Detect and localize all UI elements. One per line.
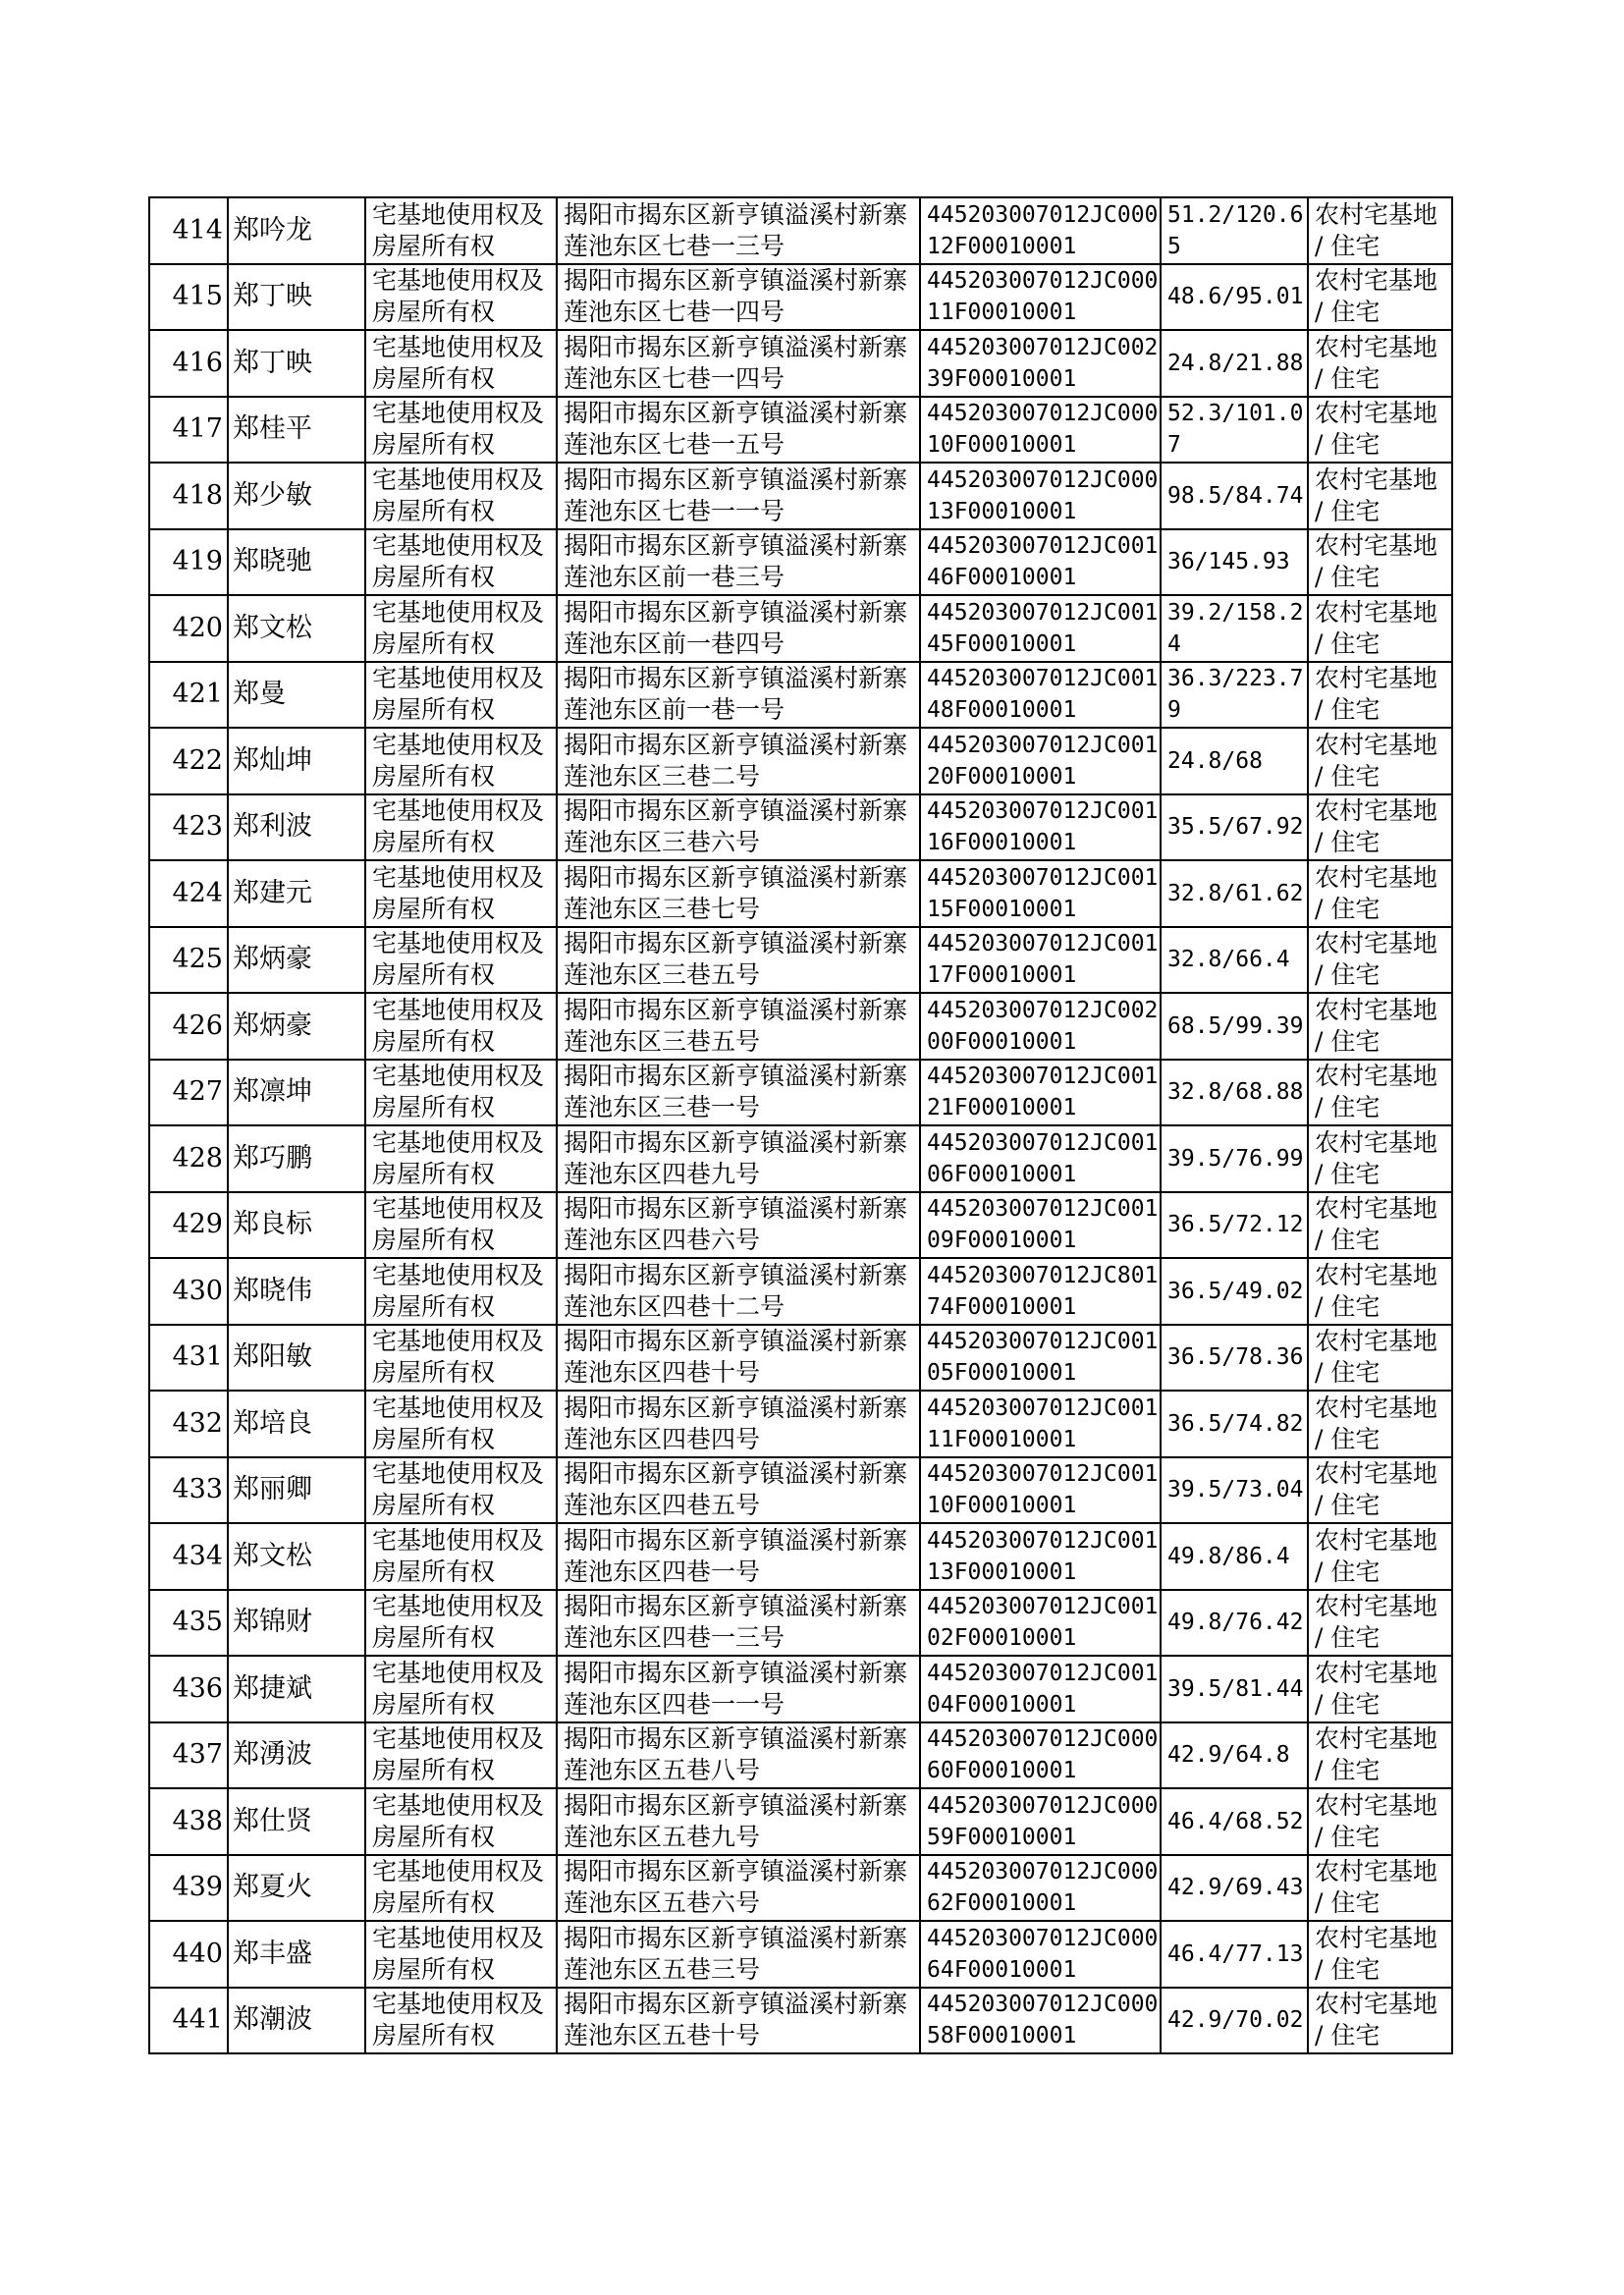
location-cell: 揭阳市揭东区新亨镇溢溪村新寨莲池东区三巷五号 [557,927,920,994]
right-type-cell: 宅基地使用权及房屋所有权 [365,1457,557,1524]
unit-code-cell: 445203007012JC00145F00010001 [920,595,1161,662]
unit-code-cell: 445203007012JC00121F00010001 [920,1060,1161,1126]
unit-code-cell: 445203007012JC00106F00010001 [920,1125,1161,1192]
owner-name-cell: 郑捷斌 [228,1656,365,1722]
table-row [149,662,1452,729]
usage-cell: 农村宅基地 / 住宅 [1308,1788,1452,1855]
usage-cell: 农村宅基地 / 住宅 [1308,197,1452,264]
area-cell: 24.8/21.88 [1161,330,1308,397]
table-row [149,1590,1452,1657]
area-cell: 42.9/69.43 [1161,1855,1308,1922]
usage-cell: 农村宅基地 / 住宅 [1308,1060,1452,1126]
owner-name-cell: 郑夏火 [228,1855,365,1922]
area-cell: 32.8/61.62 [1161,860,1308,927]
location-cell: 揭阳市揭东区新亨镇溢溪村新寨莲池东区四巷五号 [557,1457,920,1524]
area-cell: 49.8/76.42 [1161,1590,1308,1657]
usage-cell: 农村宅基地 / 住宅 [1308,1722,1452,1789]
location-cell: 揭阳市揭东区新亨镇溢溪村新寨莲池东区四巷一三号 [557,1590,920,1657]
right-type-cell: 宅基地使用权及房屋所有权 [365,794,557,861]
table-row [149,1722,1452,1789]
table-row [149,1060,1452,1126]
row-number-cell: 415 [149,264,228,331]
area-cell: 46.4/68.52 [1161,1788,1308,1855]
unit-code-cell: 445203007012JC00111F00010001 [920,1391,1161,1457]
area-cell: 39.5/73.04 [1161,1457,1308,1524]
owner-name-cell: 郑丽卿 [228,1457,365,1524]
location-cell: 揭阳市揭东区新亨镇溢溪村新寨莲池东区前一巷四号 [557,595,920,662]
area-cell: 24.8/68 [1161,728,1308,794]
row-number-cell: 426 [149,993,228,1060]
right-type-cell: 宅基地使用权及房屋所有权 [365,1855,557,1922]
unit-code-cell: 445203007012JC00200F00010001 [920,993,1161,1060]
usage-cell: 农村宅基地 / 住宅 [1308,1192,1452,1259]
row-number-cell: 436 [149,1656,228,1722]
owner-name-cell: 郑灿坤 [228,728,365,794]
right-type-cell: 宅基地使用权及房屋所有权 [365,330,557,397]
right-type-cell: 宅基地使用权及房屋所有权 [365,662,557,729]
unit-code-cell: 445203007012JC00060F00010001 [920,1722,1161,1789]
table-row [149,1192,1452,1259]
unit-code-cell: 445203007012JC00059F00010001 [920,1788,1161,1855]
row-number-cell: 441 [149,1988,228,2054]
usage-cell: 农村宅基地 / 住宅 [1308,1656,1452,1722]
usage-cell: 农村宅基地 / 住宅 [1308,1457,1452,1524]
location-cell: 揭阳市揭东区新亨镇溢溪村新寨莲池东区四巷六号 [557,1192,920,1259]
usage-cell: 农村宅基地 / 住宅 [1308,463,1452,529]
row-number-cell: 433 [149,1457,228,1524]
owner-name-cell: 郑建元 [228,860,365,927]
row-number-cell: 437 [149,1722,228,1789]
area-cell: 39.5/81.44 [1161,1656,1308,1722]
usage-cell: 农村宅基地 / 住宅 [1308,397,1452,464]
area-cell: 42.9/64.8 [1161,1722,1308,1789]
unit-code-cell: 445203007012JC00012F00010001 [920,197,1161,264]
table-row [149,993,1452,1060]
owner-name-cell: 郑丰盛 [228,1921,365,1988]
right-type-cell: 宅基地使用权及房屋所有权 [365,463,557,529]
table-row [149,1788,1452,1855]
location-cell: 揭阳市揭东区新亨镇溢溪村新寨莲池东区五巷十号 [557,1988,920,2054]
location-cell: 揭阳市揭东区新亨镇溢溪村新寨莲池东区四巷十号 [557,1325,920,1392]
table-row [149,463,1452,529]
owner-name-cell: 郑湧波 [228,1722,365,1789]
usage-cell: 农村宅基地 / 住宅 [1308,1391,1452,1457]
table-row [149,1656,1452,1722]
location-cell: 揭阳市揭东区新亨镇溢溪村新寨莲池东区前一巷三号 [557,529,920,596]
location-cell: 揭阳市揭东区新亨镇溢溪村新寨莲池东区七巷一四号 [557,264,920,331]
right-type-cell: 宅基地使用权及房屋所有权 [365,1391,557,1457]
table-row [149,794,1452,861]
table-row [149,529,1452,596]
location-cell: 揭阳市揭东区新亨镇溢溪村新寨莲池东区四巷一号 [557,1523,920,1590]
row-number-cell: 418 [149,463,228,529]
location-cell: 揭阳市揭东区新亨镇溢溪村新寨莲池东区四巷九号 [557,1125,920,1192]
area-cell: 68.5/99.39 [1161,993,1308,1060]
location-cell: 揭阳市揭东区新亨镇溢溪村新寨莲池东区三巷六号 [557,794,920,861]
row-number-cell: 414 [149,197,228,264]
location-cell: 揭阳市揭东区新亨镇溢溪村新寨莲池东区七巷一五号 [557,397,920,464]
right-type-cell: 宅基地使用权及房屋所有权 [365,728,557,794]
unit-code-cell: 445203007012JC00146F00010001 [920,529,1161,596]
area-cell: 42.9/70.02 [1161,1988,1308,2054]
row-number-cell: 425 [149,927,228,994]
owner-name-cell: 郑曼 [228,662,365,729]
usage-cell: 农村宅基地 / 住宅 [1308,993,1452,1060]
right-type-cell: 宅基地使用权及房屋所有权 [365,197,557,264]
area-cell: 51.2/120.65 [1161,197,1308,264]
row-number-cell: 439 [149,1855,228,1922]
owner-name-cell: 郑锦财 [228,1590,365,1657]
area-cell: 35.5/67.92 [1161,794,1308,861]
unit-code-cell: 445203007012JC00113F00010001 [920,1523,1161,1590]
owner-name-cell: 郑巧鹏 [228,1125,365,1192]
area-cell: 36.5/78.36 [1161,1325,1308,1392]
location-cell: 揭阳市揭东区新亨镇溢溪村新寨莲池东区三巷一号 [557,1060,920,1126]
owner-name-cell: 郑丁映 [228,264,365,331]
right-type-cell: 宅基地使用权及房屋所有权 [365,529,557,596]
table-row [149,1921,1452,1988]
usage-cell: 农村宅基地 / 住宅 [1308,264,1452,331]
location-cell: 揭阳市揭东区新亨镇溢溪村新寨莲池东区四巷一一号 [557,1656,920,1722]
owner-name-cell: 郑利波 [228,794,365,861]
right-type-cell: 宅基地使用权及房屋所有权 [365,264,557,331]
table-row [149,595,1452,662]
unit-code-cell: 445203007012JC80174F00010001 [920,1258,1161,1325]
owner-name-cell: 郑桂平 [228,397,365,464]
unit-code-cell: 445203007012JC00105F00010001 [920,1325,1161,1392]
row-number-cell: 422 [149,728,228,794]
area-cell: 36.3/223.79 [1161,662,1308,729]
table-row [149,1855,1452,1922]
owner-name-cell: 郑吟龙 [228,197,365,264]
unit-code-cell: 445203007012JC00011F00010001 [920,264,1161,331]
right-type-cell: 宅基地使用权及房屋所有权 [365,993,557,1060]
location-cell: 揭阳市揭东区新亨镇溢溪村新寨莲池东区五巷六号 [557,1855,920,1922]
right-type-cell: 宅基地使用权及房屋所有权 [365,1258,557,1325]
right-type-cell: 宅基地使用权及房屋所有权 [365,1060,557,1126]
owner-name-cell: 郑文松 [228,595,365,662]
owner-name-cell: 郑凛坤 [228,1060,365,1126]
location-cell: 揭阳市揭东区新亨镇溢溪村新寨莲池东区三巷五号 [557,993,920,1060]
right-type-cell: 宅基地使用权及房屋所有权 [365,927,557,994]
usage-cell: 农村宅基地 / 住宅 [1308,1258,1452,1325]
unit-code-cell: 445203007012JC00110F00010001 [920,1457,1161,1524]
unit-code-cell: 445203007012JC00115F00010001 [920,860,1161,927]
owner-name-cell: 郑炳豪 [228,993,365,1060]
row-number-cell: 435 [149,1590,228,1657]
registry-table-body [149,197,1452,2053]
location-cell: 揭阳市揭东区新亨镇溢溪村新寨莲池东区四巷十二号 [557,1258,920,1325]
usage-cell: 农村宅基地 / 住宅 [1308,1590,1452,1657]
area-cell: 36.5/72.12 [1161,1192,1308,1259]
right-type-cell: 宅基地使用权及房屋所有权 [365,595,557,662]
row-number-cell: 440 [149,1921,228,1988]
location-cell: 揭阳市揭东区新亨镇溢溪村新寨莲池东区四巷四号 [557,1391,920,1457]
row-number-cell: 438 [149,1788,228,1855]
area-cell: 39.5/76.99 [1161,1125,1308,1192]
right-type-cell: 宅基地使用权及房屋所有权 [365,1788,557,1855]
table-row [149,1258,1452,1325]
row-number-cell: 428 [149,1125,228,1192]
row-number-cell: 429 [149,1192,228,1259]
table-row [149,728,1452,794]
row-number-cell: 421 [149,662,228,729]
unit-code-cell: 445203007012JC00058F00010001 [920,1988,1161,2054]
right-type-cell: 宅基地使用权及房屋所有权 [365,1125,557,1192]
owner-name-cell: 郑良标 [228,1192,365,1259]
location-cell: 揭阳市揭东区新亨镇溢溪村新寨莲池东区七巷一三号 [557,197,920,264]
area-cell: 32.8/68.88 [1161,1060,1308,1126]
table-row [149,1391,1452,1457]
unit-code-cell: 445203007012JC00117F00010001 [920,927,1161,994]
usage-cell: 农村宅基地 / 住宅 [1308,860,1452,927]
area-cell: 98.5/84.74 [1161,463,1308,529]
area-cell: 39.2/158.24 [1161,595,1308,662]
area-cell: 36/145.93 [1161,529,1308,596]
owner-name-cell: 郑文松 [228,1523,365,1590]
table-row [149,1523,1452,1590]
table-row [149,397,1452,464]
unit-code-cell: 445203007012JC00102F00010001 [920,1590,1161,1657]
area-cell: 46.4/77.13 [1161,1921,1308,1988]
usage-cell: 农村宅基地 / 住宅 [1308,927,1452,994]
table-row [149,927,1452,994]
row-number-cell: 420 [149,595,228,662]
location-cell: 揭阳市揭东区新亨镇溢溪村新寨莲池东区七巷一四号 [557,330,920,397]
location-cell: 揭阳市揭东区新亨镇溢溪村新寨莲池东区三巷二号 [557,728,920,794]
right-type-cell: 宅基地使用权及房屋所有权 [365,1590,557,1657]
row-number-cell: 431 [149,1325,228,1392]
usage-cell: 农村宅基地 / 住宅 [1308,662,1452,729]
table-row [149,1988,1452,2054]
usage-cell: 农村宅基地 / 住宅 [1308,1921,1452,1988]
unit-code-cell: 445203007012JC00148F00010001 [920,662,1161,729]
row-number-cell: 430 [149,1258,228,1325]
owner-name-cell: 郑晓伟 [228,1258,365,1325]
area-cell: 52.3/101.07 [1161,397,1308,464]
usage-cell: 农村宅基地 / 住宅 [1308,330,1452,397]
right-type-cell: 宅基地使用权及房屋所有权 [365,1988,557,2054]
table-row [149,1457,1452,1524]
location-cell: 揭阳市揭东区新亨镇溢溪村新寨莲池东区三巷七号 [557,860,920,927]
location-cell: 揭阳市揭东区新亨镇溢溪村新寨莲池东区七巷一一号 [557,463,920,529]
usage-cell: 农村宅基地 / 住宅 [1308,1325,1452,1392]
row-number-cell: 427 [149,1060,228,1126]
unit-code-cell: 445203007012JC00104F00010001 [920,1656,1161,1722]
location-cell: 揭阳市揭东区新亨镇溢溪村新寨莲池东区五巷八号 [557,1722,920,1789]
location-cell: 揭阳市揭东区新亨镇溢溪村新寨莲池东区五巷三号 [557,1921,920,1988]
area-cell: 32.8/66.4 [1161,927,1308,994]
right-type-cell: 宅基地使用权及房屋所有权 [365,1722,557,1789]
usage-cell: 农村宅基地 / 住宅 [1308,1125,1452,1192]
area-cell: 36.5/74.82 [1161,1391,1308,1457]
unit-code-cell: 445203007012JC00064F00010001 [920,1921,1161,1988]
usage-cell: 农村宅基地 / 住宅 [1308,1523,1452,1590]
row-number-cell: 424 [149,860,228,927]
owner-name-cell: 郑炳豪 [228,927,365,994]
row-number-cell: 416 [149,330,228,397]
area-cell: 48.6/95.01 [1161,264,1308,331]
registry-table [148,196,1453,2054]
table-row [149,1125,1452,1192]
row-number-cell: 434 [149,1523,228,1590]
owner-name-cell: 郑培良 [228,1391,365,1457]
location-cell: 揭阳市揭东区新亨镇溢溪村新寨莲池东区前一巷一号 [557,662,920,729]
right-type-cell: 宅基地使用权及房屋所有权 [365,1325,557,1392]
location-cell: 揭阳市揭东区新亨镇溢溪村新寨莲池东区五巷九号 [557,1788,920,1855]
unit-code-cell: 445203007012JC00010F00010001 [920,397,1161,464]
right-type-cell: 宅基地使用权及房屋所有权 [365,860,557,927]
usage-cell: 农村宅基地 / 住宅 [1308,595,1452,662]
row-number-cell: 432 [149,1391,228,1457]
owner-name-cell: 郑仕贤 [228,1788,365,1855]
table-row [149,197,1452,264]
owner-name-cell: 郑阳敏 [228,1325,365,1392]
usage-cell: 农村宅基地 / 住宅 [1308,529,1452,596]
table-row [149,264,1452,331]
right-type-cell: 宅基地使用权及房屋所有权 [365,1523,557,1590]
row-number-cell: 417 [149,397,228,464]
row-number-cell: 419 [149,529,228,596]
owner-name-cell: 郑丁映 [228,330,365,397]
area-cell: 49.8/86.4 [1161,1523,1308,1590]
unit-code-cell: 445203007012JC00239F00010001 [920,330,1161,397]
unit-code-cell: 445203007012JC00116F00010001 [920,794,1161,861]
right-type-cell: 宅基地使用权及房屋所有权 [365,397,557,464]
right-type-cell: 宅基地使用权及房屋所有权 [365,1192,557,1259]
table-row [149,1325,1452,1392]
unit-code-cell: 445203007012JC00109F00010001 [920,1192,1161,1259]
table-row [149,330,1452,397]
right-type-cell: 宅基地使用权及房屋所有权 [365,1921,557,1988]
unit-code-cell: 445203007012JC00013F00010001 [920,463,1161,529]
usage-cell: 农村宅基地 / 住宅 [1308,1988,1452,2054]
owner-name-cell: 郑潮波 [228,1988,365,2054]
owner-name-cell: 郑少敏 [228,463,365,529]
table-row [149,860,1452,927]
usage-cell: 农村宅基地 / 住宅 [1308,1855,1452,1922]
right-type-cell: 宅基地使用权及房屋所有权 [365,1656,557,1722]
usage-cell: 农村宅基地 / 住宅 [1308,728,1452,794]
usage-cell: 农村宅基地 / 住宅 [1308,794,1452,861]
owner-name-cell: 郑晓驰 [228,529,365,596]
unit-code-cell: 445203007012JC00062F00010001 [920,1855,1161,1922]
row-number-cell: 423 [149,794,228,861]
area-cell: 36.5/49.02 [1161,1258,1308,1325]
unit-code-cell: 445203007012JC00120F00010001 [920,728,1161,794]
